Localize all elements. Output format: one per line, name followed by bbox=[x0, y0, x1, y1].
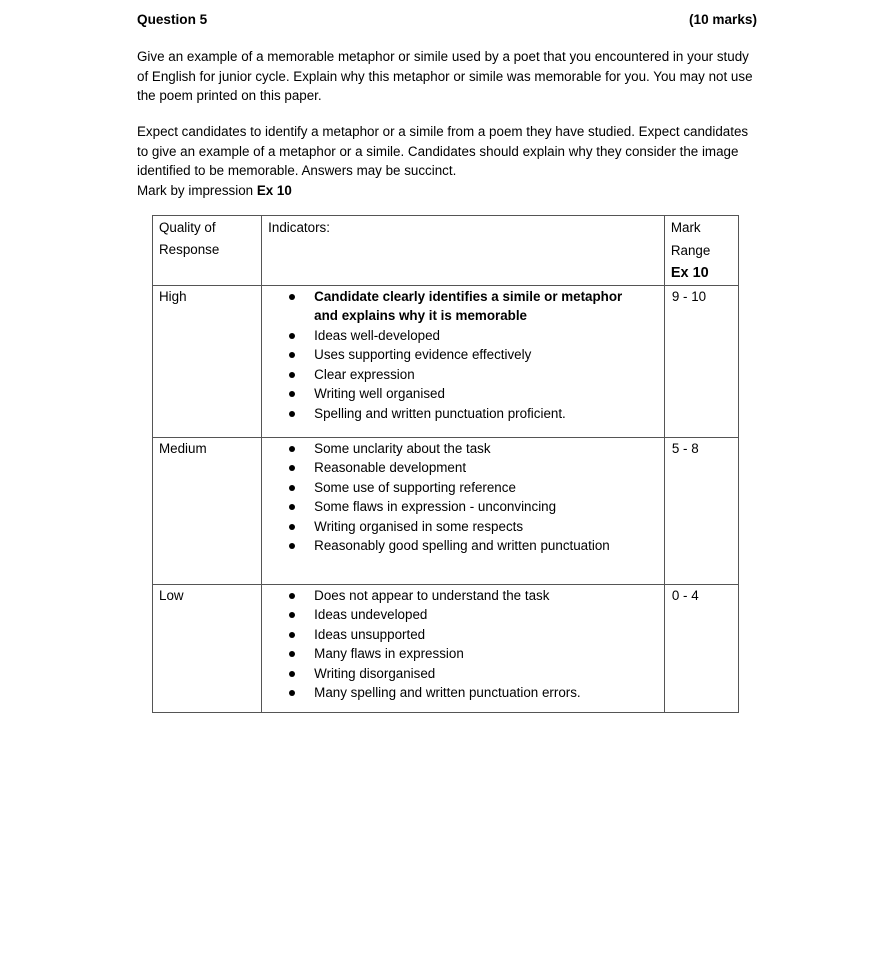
indicator-text: Uses supporting evidence effectively bbox=[314, 347, 532, 362]
range-low: 0 - 4 bbox=[664, 584, 738, 712]
list-item bbox=[262, 365, 664, 385]
indicator-text: Some unclarity about the task bbox=[314, 440, 491, 456]
bullet-icon bbox=[289, 671, 295, 677]
indicator-text: Many spelling and written punctuation errors. bbox=[314, 685, 581, 700]
marking-scheme-table bbox=[152, 215, 739, 713]
bullet-icon bbox=[289, 612, 295, 618]
table-row bbox=[153, 584, 739, 712]
list-item bbox=[262, 536, 664, 556]
list-item bbox=[262, 478, 664, 498]
level-high: High bbox=[153, 285, 262, 437]
list-item bbox=[262, 326, 664, 346]
header-quality bbox=[153, 216, 262, 286]
header-indicators-label: Indicators: bbox=[268, 220, 330, 235]
header-mark-line2: Range bbox=[670, 242, 711, 258]
list-item bbox=[262, 517, 664, 537]
indicator-text: Some flaws in expression - unconvincing bbox=[314, 499, 557, 514]
bullet-icon bbox=[289, 593, 295, 599]
bullet-icon bbox=[289, 543, 295, 549]
table-header-row bbox=[153, 216, 739, 286]
impression-line bbox=[137, 181, 762, 201]
list-item bbox=[262, 384, 664, 404]
list-item bbox=[262, 404, 664, 424]
list-item bbox=[262, 586, 664, 606]
impression-value: Ex 10 bbox=[256, 182, 292, 198]
indicator-text: Writing organised in some respects bbox=[314, 518, 524, 534]
question-header bbox=[137, 12, 757, 32]
impression-prefix: Mark by impression bbox=[137, 182, 257, 198]
table-row bbox=[153, 285, 739, 437]
indicator-text: Some use of supporting reference bbox=[314, 479, 516, 495]
bullet-icon bbox=[289, 294, 295, 300]
marking-guidance bbox=[137, 122, 762, 200]
level-medium: Medium bbox=[153, 437, 262, 584]
header-mark-line3: Ex 10 bbox=[670, 265, 709, 281]
list-item bbox=[262, 625, 664, 645]
indicator-text: Reasonably good spelling and written punctuation bbox=[314, 538, 610, 553]
range-high: 9 - 10 bbox=[664, 285, 738, 437]
table-row bbox=[153, 437, 739, 584]
bullet-icon bbox=[289, 690, 295, 696]
indicator-list bbox=[262, 286, 664, 424]
indicator-text: Spelling and written punctuation proficient. bbox=[314, 405, 566, 421]
list-item bbox=[262, 605, 664, 625]
indicator-text: Ideas undeveloped bbox=[314, 607, 428, 622]
bullet-icon bbox=[289, 524, 295, 530]
question-prompt: Give an example of a memorable metaphor or simile used by a poet that you encountered in your study of English for junior cycle. Explain why this metaphor or simile was memorable for you. You may not use the poem printed on this paper. bbox=[137, 49, 753, 103]
bullet-icon bbox=[289, 485, 295, 491]
list-item bbox=[262, 497, 664, 517]
list-item bbox=[262, 439, 664, 459]
guidance-text: Expect candidates to identify a metaphor or a simile from a poem they have studied. Expect candidates to give an example of a metaphor or a simile. Candidates should explain why they consider the image identified to be memorable. Answers may be succinct. bbox=[137, 124, 749, 178]
bullet-icon bbox=[289, 372, 295, 378]
header-mark-line1: Mark bbox=[670, 220, 701, 235]
indicator-list bbox=[262, 438, 664, 556]
question-marks: (10 marks) bbox=[688, 12, 757, 27]
indicator-text: Ideas well-developed bbox=[314, 327, 440, 343]
list-item bbox=[262, 287, 664, 326]
bullet-icon bbox=[289, 333, 295, 339]
indicator-text: Writing well organised bbox=[314, 386, 445, 401]
list-item bbox=[262, 345, 664, 365]
bullet-icon bbox=[289, 391, 295, 397]
header-mark-range bbox=[664, 216, 738, 286]
level-low: Low bbox=[153, 584, 262, 712]
list-item bbox=[262, 458, 664, 478]
bullet-icon bbox=[289, 651, 295, 657]
bullet-icon bbox=[289, 352, 295, 358]
indicators-medium bbox=[262, 437, 665, 584]
bullet-icon bbox=[289, 411, 295, 417]
list-item bbox=[262, 683, 664, 703]
question-title: Question 5 bbox=[137, 12, 208, 27]
bullet-icon bbox=[289, 465, 295, 471]
indicator-text: Reasonable development bbox=[314, 460, 467, 475]
indicators-high bbox=[262, 285, 665, 437]
list-item bbox=[262, 664, 664, 684]
indicator-text: Candidate clearly identifies a simile or metaphor and explains why it is memorable bbox=[314, 288, 623, 323]
indicator-list bbox=[262, 585, 664, 703]
range-medium: 5 - 8 bbox=[664, 437, 738, 584]
bullet-icon bbox=[289, 504, 295, 510]
indicator-text: Many flaws in expression bbox=[314, 646, 464, 661]
bullet-icon bbox=[289, 632, 295, 638]
header-quality-line2: Response bbox=[159, 242, 220, 257]
header-quality-line1: Quality of bbox=[159, 220, 216, 235]
header-indicators bbox=[262, 216, 665, 286]
indicators-low bbox=[262, 584, 665, 712]
indicator-text: Ideas unsupported bbox=[314, 626, 426, 642]
indicator-text: Writing disorganised bbox=[314, 665, 436, 681]
indicator-text: Clear expression bbox=[314, 366, 415, 382]
indicator-text: Does not appear to understand the task bbox=[314, 587, 550, 603]
list-item bbox=[262, 644, 664, 664]
bullet-icon bbox=[289, 446, 295, 452]
